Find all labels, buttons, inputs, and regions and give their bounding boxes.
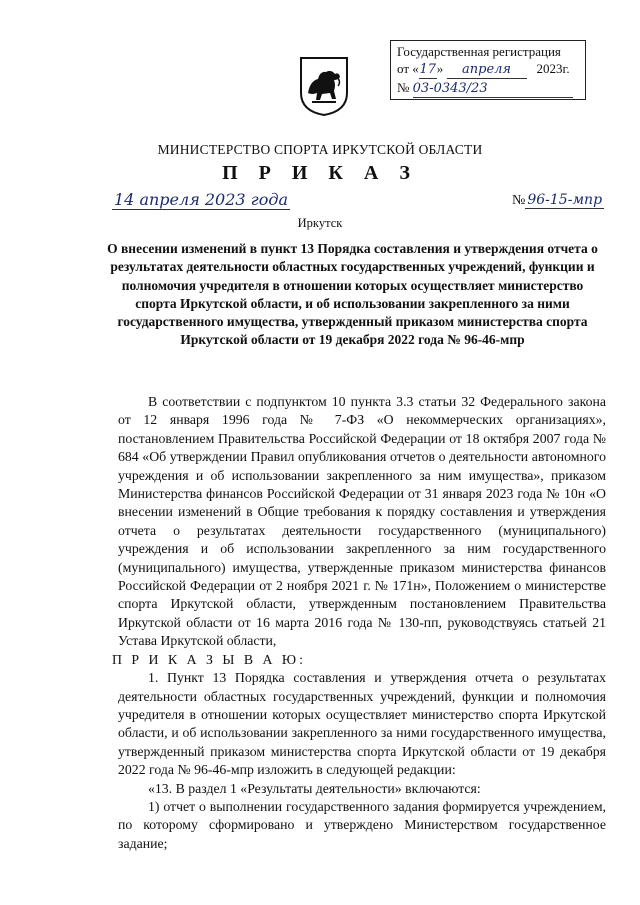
ministry-name: МИНИСТЕРСТВО СПОРТА ИРКУТСКОЙ ОБЛАСТИ	[157, 142, 483, 157]
registration-title: Государственная регистрация	[397, 44, 561, 59]
order-number	[512, 192, 604, 209]
order-number-prefix: №	[512, 193, 526, 208]
coat-of-arms-icon	[298, 55, 350, 117]
order-subject: О внесении изменений в пункт 13 Порядка составления и утверждения отчета о результатах деятельности областных государственных учреждений, функции и полномочия учредителя в отношении которых осуществляет министерство спорта Иркутской области, и об использовании закрепленного за ними государственного имущества, утвержденный приказом министерства спорта Иркутской области от 19 декабря 2022 года № 96-46-мпр	[107, 241, 598, 348]
registration-date-month: апреля	[447, 61, 527, 79]
registration-number-prefix: №	[397, 80, 410, 95]
subitem-1-paragraph: 1) отчет о выполнении государственного задания формируется учреждением, по которому сформировано и утверждено Министерством государственное задание;	[118, 798, 606, 851]
city: Иркутск	[297, 216, 343, 230]
registration-date-mid: »	[436, 61, 447, 76]
item-1-paragraph: 1. Пункт 13 Порядка составления и утверждения отчета о результатах деятельности областных государственных учреждений, функции и полномочия учредителя в отношении которых осуществляет министерство спорта Иркутской области, и об использовании закрепленного за ними государственного имущества, утвержденный приказом министерства спорта Иркутской области от 19 декабря 2022 года № 96-46-мпр изложить в следующей редакции:	[118, 670, 606, 778]
registration-number	[397, 79, 581, 98]
registration-stamp	[390, 40, 586, 100]
prikazyvayu-heading: П Р И К А З Ы В А Ю:	[112, 651, 306, 667]
registration-date	[397, 60, 581, 79]
document-title: П Р И К А З	[222, 162, 418, 184]
registration-number-value: 03-0343/23	[413, 80, 573, 98]
quote-intro-paragraph: «13. В раздел 1 «Результаты деятельности» включаются:	[148, 780, 481, 796]
registration-date-year: 2023г.	[536, 61, 570, 76]
order-date: 14 апреля 2023 года	[114, 190, 289, 209]
preamble-paragraph: В соответствии с подпунктом 10 пункта 3.3 статьи 32 Федерального закона от 12 января 1996 года № 7-ФЗ «О некоммерческих организациях», постановлением Правительства Российской Федерации от 18 октября 2007 года № 684 «Об утверждении Правил опубликования отчетов о деятельности автономного учреждения и об использовании закрепленного за ним имущества», приказом Министерства финансов Российской Федерации от 31 января 2023 года № 10н «О внесении изменений в Общие требования к порядку составления и утверждения отчета о результатах деятельности государственного (муниципального) учреждения и об использовании закрепленного за ним государственного (муниципального) имущества, утвержденные приказом министерства финансов Российской Федерации от 2 ноября 2021 г. № 171н», Положением о министерстве спорта Иркутской области, утвержденным постановлением Правительства Иркутской области от 16 марта 2016 года № 130-пп, руководствуясь статьей 21 Устава Иркутской области,	[118, 394, 606, 649]
order-body	[112, 393, 606, 853]
order-number-value: 96-15-мпр	[527, 192, 603, 208]
registration-date-prefix: от «	[397, 61, 419, 76]
registration-date-day: 17	[419, 62, 437, 77]
